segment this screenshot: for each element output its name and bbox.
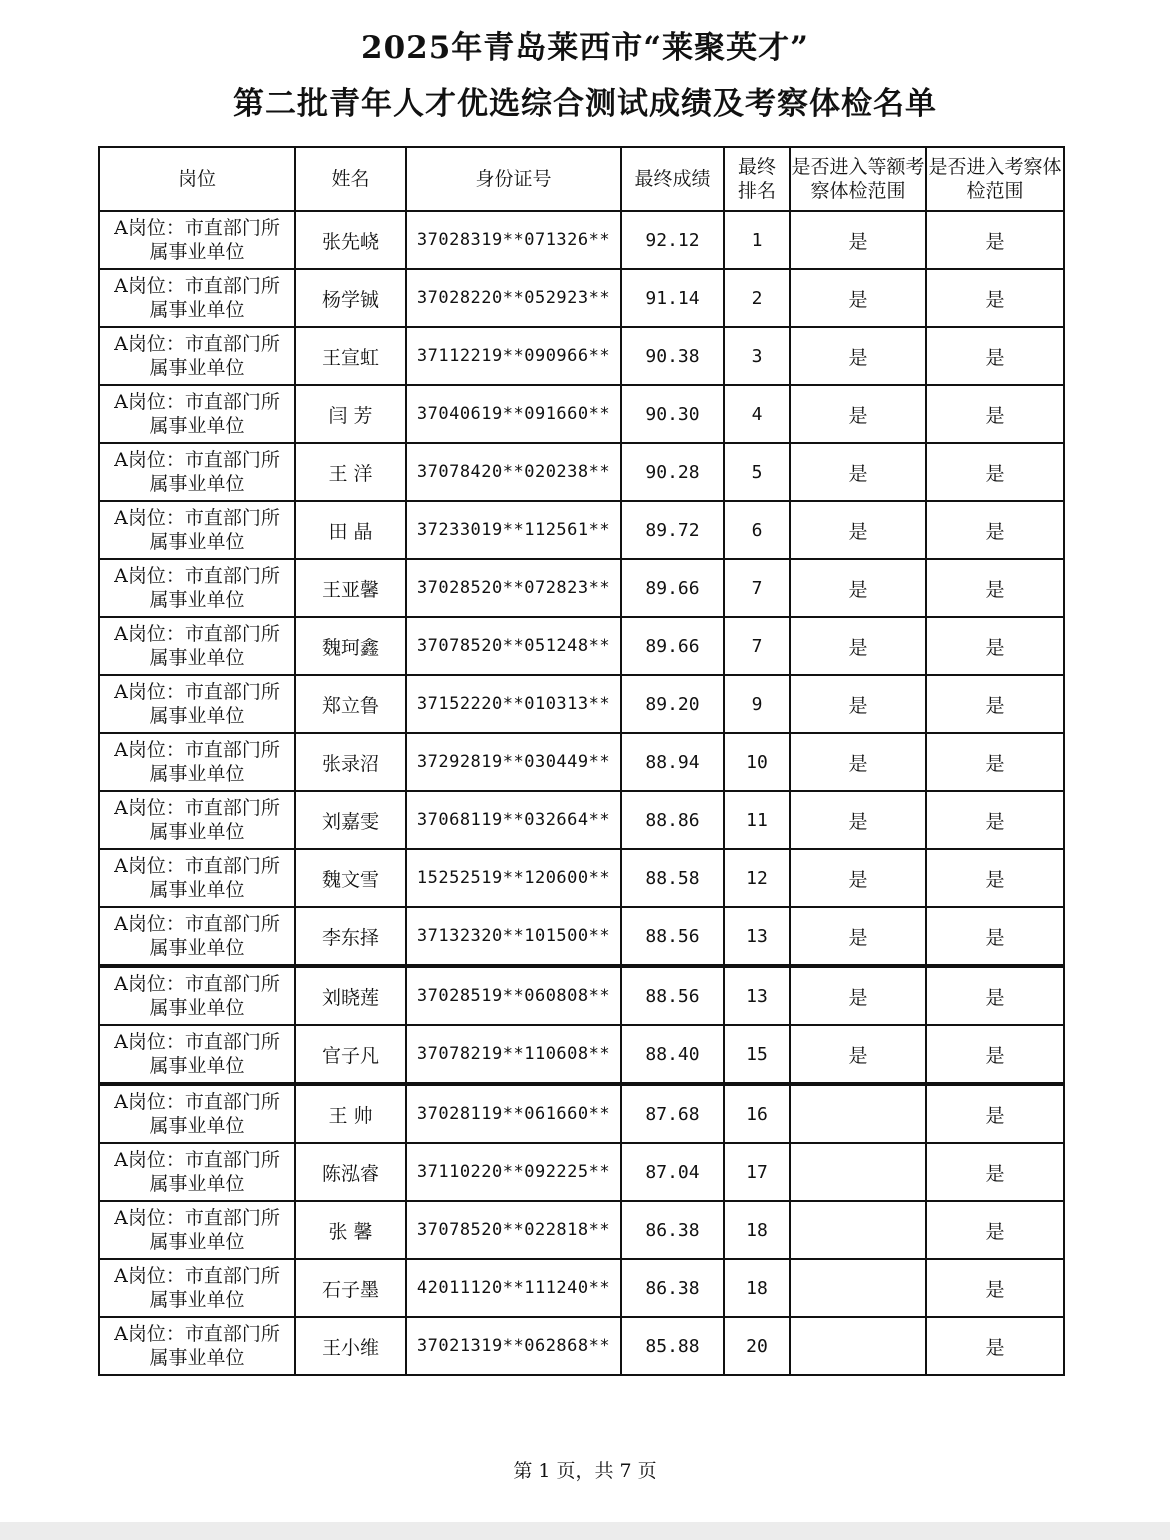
cell-name: 魏文雪	[295, 849, 406, 907]
table-row	[99, 849, 1064, 907]
table-row	[99, 385, 1064, 443]
cell-rank: 16	[724, 1084, 790, 1143]
table-row	[99, 211, 1064, 269]
cell-id-number: 37132320**101500**	[406, 907, 621, 966]
cell-id-number: 37028220**052923**	[406, 269, 621, 327]
cell-score: 89.72	[621, 501, 724, 559]
cell-exam: 是	[926, 501, 1064, 559]
header-score: 最终成绩	[621, 147, 724, 211]
cell-name: 王 帅	[295, 1084, 406, 1143]
cell-id-number: 42011120**111240**	[406, 1259, 621, 1317]
cell-exam: 是	[926, 733, 1064, 791]
cell-id-number: 37028319**071326**	[406, 211, 621, 269]
table-row	[99, 675, 1064, 733]
cell-equal-quota	[790, 1201, 926, 1259]
cell-post: A岗位：市直部门所属事业单位	[99, 327, 295, 385]
cell-rank: 18	[724, 1259, 790, 1317]
header-exam: 是否进入考察体检范围	[926, 147, 1064, 211]
cell-score: 88.94	[621, 733, 724, 791]
cell-exam: 是	[926, 791, 1064, 849]
cell-exam: 是	[926, 1025, 1064, 1084]
cell-rank: 12	[724, 849, 790, 907]
cell-id-number: 37112219**090966**	[406, 327, 621, 385]
cell-equal-quota: 是	[790, 501, 926, 559]
cell-rank: 17	[724, 1143, 790, 1201]
cell-post: A岗位：市直部门所属事业单位	[99, 1259, 295, 1317]
cell-score: 87.68	[621, 1084, 724, 1143]
cell-post: A岗位：市直部门所属事业单位	[99, 675, 295, 733]
table-row	[99, 501, 1064, 559]
cell-score: 86.38	[621, 1201, 724, 1259]
cell-exam: 是	[926, 559, 1064, 617]
cell-score: 88.56	[621, 966, 724, 1025]
cell-name: 张先峣	[295, 211, 406, 269]
cell-name: 杨学铖	[295, 269, 406, 327]
cell-equal-quota: 是	[790, 907, 926, 966]
cell-id-number: 15252519**120600**	[406, 849, 621, 907]
cell-id-number: 37152220**010313**	[406, 675, 621, 733]
cell-id-number: 37110220**092225**	[406, 1143, 621, 1201]
cell-score: 91.14	[621, 269, 724, 327]
cell-score: 89.20	[621, 675, 724, 733]
cell-name: 王宣虹	[295, 327, 406, 385]
cell-name: 李东择	[295, 907, 406, 966]
table-row	[99, 1317, 1064, 1375]
cell-rank: 13	[724, 966, 790, 1025]
cell-equal-quota	[790, 1084, 926, 1143]
cell-equal-quota: 是	[790, 966, 926, 1025]
cell-score: 88.86	[621, 791, 724, 849]
cell-equal-quota: 是	[790, 269, 926, 327]
cell-name: 刘晓莲	[295, 966, 406, 1025]
cell-post: A岗位：市直部门所属事业单位	[99, 1025, 295, 1084]
cell-post: A岗位：市直部门所属事业单位	[99, 733, 295, 791]
cell-equal-quota: 是	[790, 443, 926, 501]
cell-equal-quota	[790, 1259, 926, 1317]
cell-rank: 2	[724, 269, 790, 327]
cell-equal-quota: 是	[790, 675, 926, 733]
cell-id-number: 37292819**030449**	[406, 733, 621, 791]
header-equal-quota: 是否进入等额考察体检范围	[790, 147, 926, 211]
cell-name: 石子墨	[295, 1259, 406, 1317]
cell-name: 田 晶	[295, 501, 406, 559]
cell-exam: 是	[926, 907, 1064, 966]
cell-equal-quota: 是	[790, 733, 926, 791]
cell-exam: 是	[926, 675, 1064, 733]
table-row	[99, 733, 1064, 791]
cell-exam: 是	[926, 327, 1064, 385]
bottom-band	[0, 1522, 1170, 1540]
cell-score: 85.88	[621, 1317, 724, 1375]
cell-post: A岗位：市直部门所属事业单位	[99, 1201, 295, 1259]
table-row	[99, 1259, 1064, 1317]
cell-id-number: 37078219**110608**	[406, 1025, 621, 1084]
cell-score: 90.28	[621, 443, 724, 501]
cell-post: A岗位：市直部门所属事业单位	[99, 1084, 295, 1143]
cell-score: 92.12	[621, 211, 724, 269]
cell-rank: 6	[724, 501, 790, 559]
cell-id-number: 37040619**091660**	[406, 385, 621, 443]
header-rank: 最终排名	[724, 147, 790, 211]
cell-exam: 是	[926, 443, 1064, 501]
cell-rank: 11	[724, 791, 790, 849]
table-row	[99, 1201, 1064, 1259]
cell-id-number: 37028519**060808**	[406, 966, 621, 1025]
table-row	[99, 269, 1064, 327]
cell-name: 王小维	[295, 1317, 406, 1375]
cell-exam: 是	[926, 849, 1064, 907]
cell-rank: 9	[724, 675, 790, 733]
header-name: 姓名	[295, 147, 406, 211]
cell-equal-quota	[790, 1317, 926, 1375]
cell-rank: 5	[724, 443, 790, 501]
cell-name: 张 馨	[295, 1201, 406, 1259]
cell-score: 88.40	[621, 1025, 724, 1084]
cell-name: 王 洋	[295, 443, 406, 501]
cell-score: 90.30	[621, 385, 724, 443]
cell-rank: 7	[724, 617, 790, 675]
cell-id-number: 37078520**022818**	[406, 1201, 621, 1259]
table-row	[99, 443, 1064, 501]
cell-equal-quota: 是	[790, 559, 926, 617]
cell-post: A岗位：市直部门所属事业单位	[99, 1143, 295, 1201]
cell-equal-quota: 是	[790, 385, 926, 443]
cell-exam: 是	[926, 617, 1064, 675]
cell-post: A岗位：市直部门所属事业单位	[99, 966, 295, 1025]
cell-exam: 是	[926, 1259, 1064, 1317]
cell-score: 88.58	[621, 849, 724, 907]
cell-rank: 4	[724, 385, 790, 443]
cell-name: 陈泓睿	[295, 1143, 406, 1201]
cell-id-number: 37021319**062868**	[406, 1317, 621, 1375]
cell-id-number: 37078520**051248**	[406, 617, 621, 675]
cell-score: 89.66	[621, 617, 724, 675]
cell-rank: 10	[724, 733, 790, 791]
page-footer: 第 1 页，共 7 页	[513, 1460, 657, 1482]
cell-post: A岗位：市直部门所属事业单位	[99, 385, 295, 443]
cell-exam: 是	[926, 1201, 1064, 1259]
cell-rank: 1	[724, 211, 790, 269]
cell-rank: 13	[724, 907, 790, 966]
table-row	[99, 1025, 1064, 1084]
cell-post: A岗位：市直部门所属事业单位	[99, 559, 295, 617]
table-row	[99, 791, 1064, 849]
cell-post: A岗位：市直部门所属事业单位	[99, 907, 295, 966]
cell-name: 张录沼	[295, 733, 406, 791]
cell-post: A岗位：市直部门所属事业单位	[99, 791, 295, 849]
cell-score: 89.66	[621, 559, 724, 617]
document-title-line-1: 2025年青岛莱西市“莱聚英才”	[361, 30, 809, 66]
cell-name: 刘嘉雯	[295, 791, 406, 849]
cell-name: 官子凡	[295, 1025, 406, 1084]
cell-id-number: 37028520**072823**	[406, 559, 621, 617]
cell-equal-quota: 是	[790, 1025, 926, 1084]
cell-post: A岗位：市直部门所属事业单位	[99, 211, 295, 269]
cell-score: 86.38	[621, 1259, 724, 1317]
header-id: 身份证号	[406, 147, 621, 211]
cell-id-number: 37078420**020238**	[406, 443, 621, 501]
cell-name: 魏珂鑫	[295, 617, 406, 675]
cell-post: A岗位：市直部门所属事业单位	[99, 1317, 295, 1375]
cell-exam: 是	[926, 1084, 1064, 1143]
cell-rank: 18	[724, 1201, 790, 1259]
cell-exam: 是	[926, 1143, 1064, 1201]
cell-rank: 15	[724, 1025, 790, 1084]
cell-id-number: 37068119**032664**	[406, 791, 621, 849]
cell-name: 闫 芳	[295, 385, 406, 443]
cell-score: 88.56	[621, 907, 724, 966]
cell-equal-quota: 是	[790, 211, 926, 269]
cell-equal-quota: 是	[790, 849, 926, 907]
cell-name: 王亚馨	[295, 559, 406, 617]
cell-equal-quota: 是	[790, 327, 926, 385]
cell-post: A岗位：市直部门所属事业单位	[99, 501, 295, 559]
table-row	[99, 327, 1064, 385]
cell-exam: 是	[926, 1317, 1064, 1375]
cell-post: A岗位：市直部门所属事业单位	[99, 617, 295, 675]
table-row	[99, 966, 1064, 1025]
cell-post: A岗位：市直部门所属事业单位	[99, 269, 295, 327]
cell-exam: 是	[926, 966, 1064, 1025]
header-post: 岗位	[99, 147, 295, 211]
cell-rank: 20	[724, 1317, 790, 1375]
cell-exam: 是	[926, 385, 1064, 443]
table-row	[99, 907, 1064, 966]
cell-exam: 是	[926, 211, 1064, 269]
table-row	[99, 559, 1064, 617]
cell-name: 郑立鲁	[295, 675, 406, 733]
cell-exam: 是	[926, 269, 1064, 327]
table-row	[99, 617, 1064, 675]
cell-post: A岗位：市直部门所属事业单位	[99, 443, 295, 501]
cell-equal-quota	[790, 1143, 926, 1201]
cell-id-number: 37233019**112561**	[406, 501, 621, 559]
cell-score: 90.38	[621, 327, 724, 385]
cell-post: A岗位：市直部门所属事业单位	[99, 849, 295, 907]
table-row	[99, 1143, 1064, 1201]
cell-rank: 3	[724, 327, 790, 385]
table-header-row	[99, 147, 1064, 211]
cell-rank: 7	[724, 559, 790, 617]
results-table	[98, 146, 1065, 1376]
cell-equal-quota: 是	[790, 791, 926, 849]
cell-id-number: 37028119**061660**	[406, 1084, 621, 1143]
cell-score: 87.04	[621, 1143, 724, 1201]
table-row	[99, 1084, 1064, 1143]
document-title-line-2: 第二批青年人才优选综合测试成绩及考察体检名单	[233, 86, 937, 122]
cell-equal-quota: 是	[790, 617, 926, 675]
